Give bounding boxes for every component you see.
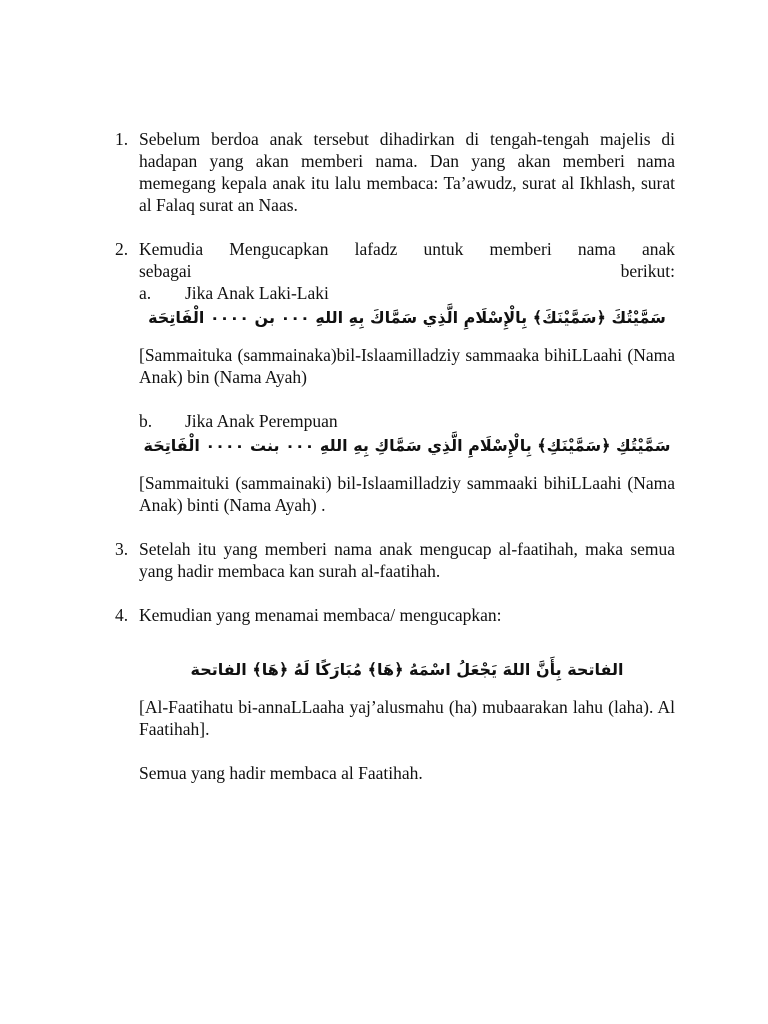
spacer	[110, 516, 675, 538]
item-text-line: Kemudia Mengucapkan lafadz untuk memberi nama anak	[139, 239, 675, 259]
subitem-label: Jika Anak Perempuan	[185, 411, 338, 431]
item-text: Kemudian yang menamai membaca/ mengucapkan:	[139, 605, 502, 625]
spacer	[139, 332, 675, 344]
list-item-4	[110, 604, 675, 784]
item-text: Sebelum berdoa anak tersebut dihadirkan di tengah-tengah majelis di hadapan yang akan memberi nama. Dan yang akan memberi nama memegang kepala anak itu lalu membaca: Ta’awudz, surat al Ikhlash, surat al Falaq surat an Naas.	[139, 129, 675, 215]
item-number: 3.	[115, 539, 129, 559]
transliteration-female: [Sammaituki (sammainaki) bil-Islaamilladziy sammaaki bihiLLaahi (Nama Anak) binti (Nama Ayah) .	[139, 473, 675, 515]
item-number: 1.	[115, 129, 129, 149]
closing-text: Semua yang hadir membaca al Faatihah.	[139, 763, 423, 783]
subitem-letter: a.	[139, 283, 152, 303]
subitem-label: Jika Anak Laki-Laki	[185, 283, 329, 303]
arabic-prayer: الفاتحة بِأَنَّ اللهَ يَجْعَلُ اسْمَهُ ﴿هَا﴾ مُبَارَكًا لَهُ ﴿هَا﴾ الفاتحة	[190, 660, 624, 679]
subitem-letter: b.	[139, 411, 153, 431]
spacer	[139, 460, 675, 472]
item-number: 2.	[115, 239, 129, 259]
list-item-1	[110, 128, 675, 216]
item-text: Setelah itu yang memberi nama anak mengucap al-faatihah, maka semua yang hadir membaca kan surah al-faatihah.	[139, 539, 675, 581]
spacer	[139, 684, 675, 696]
spacer	[110, 582, 675, 604]
spacer	[139, 740, 675, 762]
subitem-b-heading	[139, 410, 675, 432]
item-number: 4.	[115, 605, 129, 625]
subitem-a-heading	[139, 282, 675, 304]
naming-procedure-list	[110, 128, 675, 784]
list-item-3	[110, 538, 675, 582]
transliteration-prayer: [Al-Faatihatu bi-annaLLaaha yaj’alusmahu (ha) mubaarakan lahu (laha). Al Faatihah].	[139, 697, 675, 739]
list-item-2	[110, 238, 675, 516]
item-text-left: sebagai	[139, 261, 192, 281]
arabic-formula-female: سَمَّيْتُكِ ﴿سَمَّيْنَكِ﴾ بِالْإِسْلَامِ الَّذِي سَمَّاكِ بِهِ اللهِ ٠٠٠ بنت ٠٠٠٠ الْفَاتِحَة	[143, 436, 671, 455]
item-text-line	[139, 260, 675, 282]
spacer	[139, 626, 675, 656]
spacer	[139, 388, 675, 410]
arabic-formula-male: سَمَّيْتُكَ ﴿سَمَّيْنَكَ﴾ بِالْإِسْلَامِ الَّذِي سَمَّاكَ بِهِ اللهِ ٠٠٠ بن ٠٠٠٠ الْفَاتِحَة	[148, 308, 666, 327]
spacer	[110, 216, 675, 238]
item-text-right: berikut:	[620, 261, 675, 281]
transliteration-male: [Sammaituka (sammainaka)bil-Islaamilladziy sammaaka bihiLLaahi (Nama Anak) bin (Nama Ayah)	[139, 345, 675, 387]
